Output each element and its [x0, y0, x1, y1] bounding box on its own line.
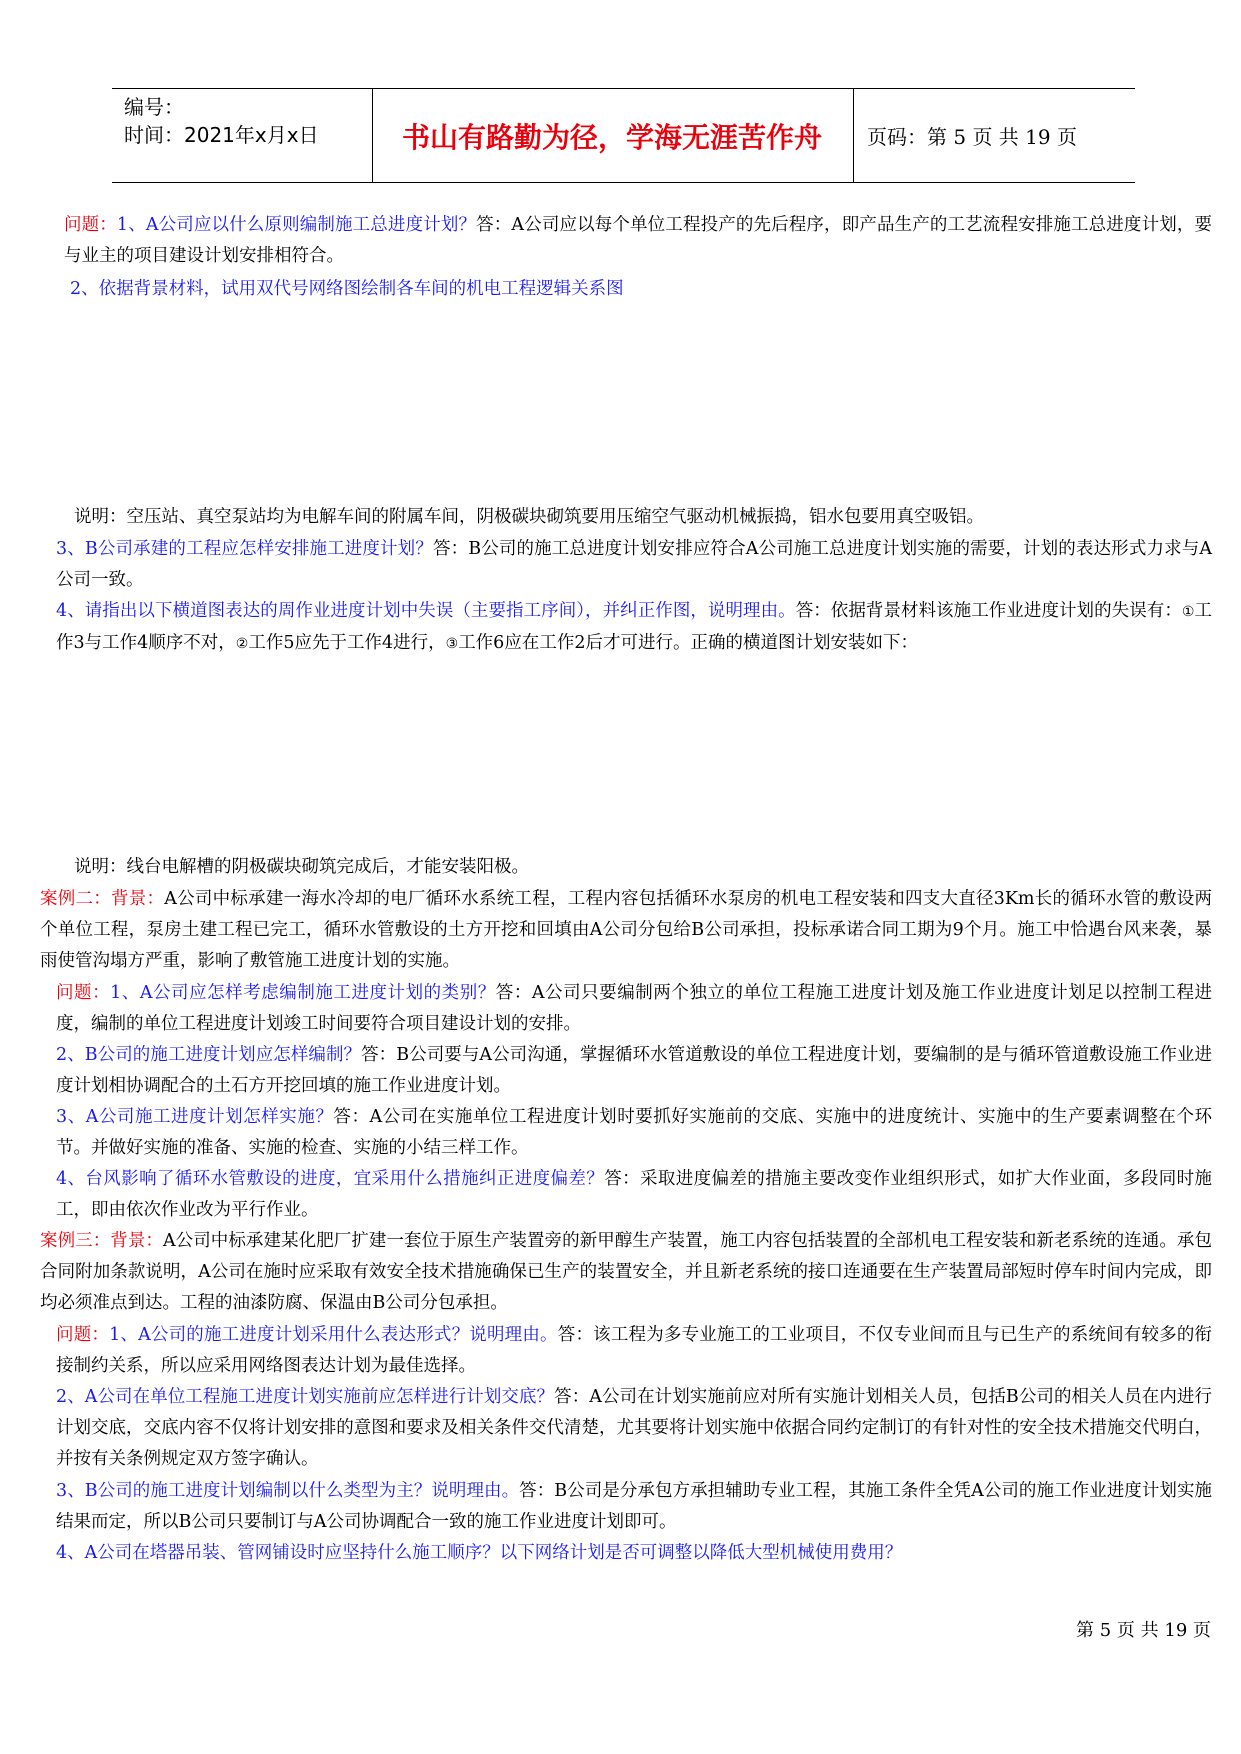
question: 1、A公司应以什么原则编制施工总进度计划？ [116, 215, 477, 235]
header-motto: 书山有路勤为径，学海无涯苦作舟 [401, 120, 822, 154]
case-label: 案例二： [40, 889, 112, 909]
paragraph [56, 1382, 1212, 1475]
note: 说明：线台电解槽的阴极碳块砌筑完成后，才能安装阳极。 [74, 857, 529, 877]
header-meta [124, 93, 319, 149]
answer: 答：B公司要与A公司沟通，掌握循环水管道敷设的单位工程进度计划，要编制的是与循环管道敷设施工作业进度计划相协调配合的土石方开挖回填的施工作业进度计划。 [56, 1045, 1212, 1096]
paragraph [56, 1538, 1212, 1569]
question: 1、A公司应怎样考虑编制施工进度计划的类别？ [110, 983, 496, 1003]
answer: 工作5应先于工作4进行， [248, 633, 446, 653]
question: 4、请指出以下横道图表达的周作业进度计划中失误（主要指工序间），并纠正作图，说明理由。 [56, 601, 796, 621]
question: 4、台风影响了循环水管敷设的进度，宜采用什么措施纠正进度偏差？ [56, 1169, 605, 1189]
answer: 答：依据背景材料该施工作业进度计划的失误有： [795, 601, 1182, 621]
header-page: 页码：第 5 页 共 19 页 [867, 125, 1077, 149]
answer: 工作6应在工作2后才可进行。正确的横道图计划安装如下： [458, 633, 918, 653]
case-label: 案例三： [40, 1231, 111, 1251]
paragraph [40, 1226, 1212, 1319]
paragraph [56, 596, 1212, 660]
question: 2、A公司在单位工程施工进度计划实施前应怎样进行计划交底？ [56, 1387, 555, 1407]
paragraph [56, 1476, 1212, 1538]
answer: 答：A公司在实施单位工程进度计划时要抓好实施前的交底、实施中的进度统计、实施中的生产要素调整在个环节。并做好实施的准备、实施的检查、实施的小结三样工作。 [56, 1107, 1212, 1158]
answer: 答：A公司应以每个单位工程投产的先后程序，即产品生产的工艺流程安排施工总进度计划，要与业主的项目建设计划安排相符合。 [64, 215, 1212, 266]
answer: 答：该工程为多专业施工的工业项目，不仅专业间而且与已生产的系统间有较多的衔接制约关系，所以应采用网络图表达计划为最佳选择。 [56, 1325, 1213, 1376]
answer: 答：B公司的施工总进度计划安排应符合A公司施工总进度计划实施的需要，计划的表达形式力求与A公司一致。 [56, 539, 1212, 590]
paragraph [56, 978, 1212, 1040]
background-text: A公司中标承建某化肥厂扩建一套位于原生产装置旁的新甲醇生产装置，施工内容包括装置的全部机电工程安装和新老系统的连通。承包合同附加条款说明，A公司在施时应采取有效安全技术措施确保已生产的装置安全，并且新老系统的接口连通要在生产装置局部短时停车时间内完成，即均必须准点到达。工程的油漆防腐、保温由B公司分包承担。 [40, 1231, 1212, 1313]
question: 1、A公司的施工进度计划采用什么表达形式？说明理由。 [109, 1325, 558, 1345]
question: 3、B公司承建的工程应怎样安排施工进度计划？ [56, 539, 433, 559]
paragraph [56, 1320, 1212, 1382]
question-label: 问题： [56, 1325, 110, 1345]
question: 3、B公司的施工进度计划编制以什么类型为主？说明理由。 [56, 1481, 520, 1501]
background-label: 背景： [110, 1231, 163, 1251]
paragraph [40, 884, 1212, 977]
background-text: A公司中标承建一海水冷却的电厂循环水系统工程，工程内容包括循环水泵房的机电工程安装和四支大直径3Km长的循环水管的敷设两个单位工程，泵房土建工程已完工，循环水管敷设的土方开挖和回填由A公司分包给B公司承担，投标承诺合同工期为9个月。施工中恰遇台风来袭，暴雨使管沟塌方严重，影响了敷管施工进度计划的实施。 [40, 889, 1213, 971]
paragraph [64, 210, 1212, 272]
circled-number: ② [235, 636, 249, 652]
answer: 工作3与工作4顺序不对， [56, 601, 1212, 653]
page-footer: 第 5 页 共 19 页 [1076, 1620, 1211, 1641]
background-label: 背景： [111, 889, 165, 909]
circled-number: ① [1181, 604, 1195, 620]
note: 说明：空压站、真空泵站均为电解车间的附属车间，阴极碳块砌筑要用压缩空气驱动机械振捣，铝水包要用真空吸铝。 [74, 507, 984, 527]
paragraph [56, 1164, 1212, 1226]
header-time: 时间：2021年x月x日 [124, 123, 319, 147]
question-label: 问题： [56, 983, 111, 1003]
answer: 答：A公司只要编制两个独立的单位工程施工进度计划及施工作业进度计划足以控制工程进度，编制的单位工程进度计划竣工时间要符合项目建设计划的安排。 [56, 983, 1213, 1034]
answer: 答：采取进度偏差的措施主要改变作业组织形式，如扩大作业面，多段同时施工，即由依次作业改为平行作业。 [56, 1169, 1213, 1220]
header-divider [853, 89, 854, 182]
paragraph [56, 534, 1212, 596]
page-header [112, 88, 1135, 183]
question: 2、依据背景材料，试用双代号网络图绘制各车间的机电工程逻辑关系图 [70, 279, 624, 299]
answer: 答：A公司在计划实施前应对所有实施计划相关人员，包括B公司的相关人员在内进行计划交底，交底内容不仅将计划安排的意图和要求及相关条件交代清楚，尤其要将计划实施中依据合同约定制订的有针对性的安全技术措施交代明白，并按有关条例规定双方签字确认。 [56, 1387, 1212, 1469]
circled-number: ③ [445, 636, 459, 652]
answer: 答：B公司是分承包方承担辅助专业工程，其施工条件全凭A公司的施工作业进度计划实施结果而定，所以B公司只要制订与A公司协调配合一致的施工作业进度计划即可。 [56, 1481, 1212, 1532]
question: 4、A公司在塔器吊装、管网铺设时应坚持什么施工顺序？以下网络计划是否可调整以降低大型机械使用费用？ [56, 1543, 903, 1563]
paragraph [70, 274, 1241, 305]
paragraph [56, 1102, 1212, 1164]
header-code: 编号： [124, 95, 184, 119]
question: 3、A公司施工进度计划怎样实施？ [56, 1107, 334, 1127]
question: 2、B公司的施工进度计划应怎样编制？ [56, 1045, 362, 1065]
paragraph [56, 1040, 1212, 1102]
question-label: 问题： [64, 215, 117, 235]
